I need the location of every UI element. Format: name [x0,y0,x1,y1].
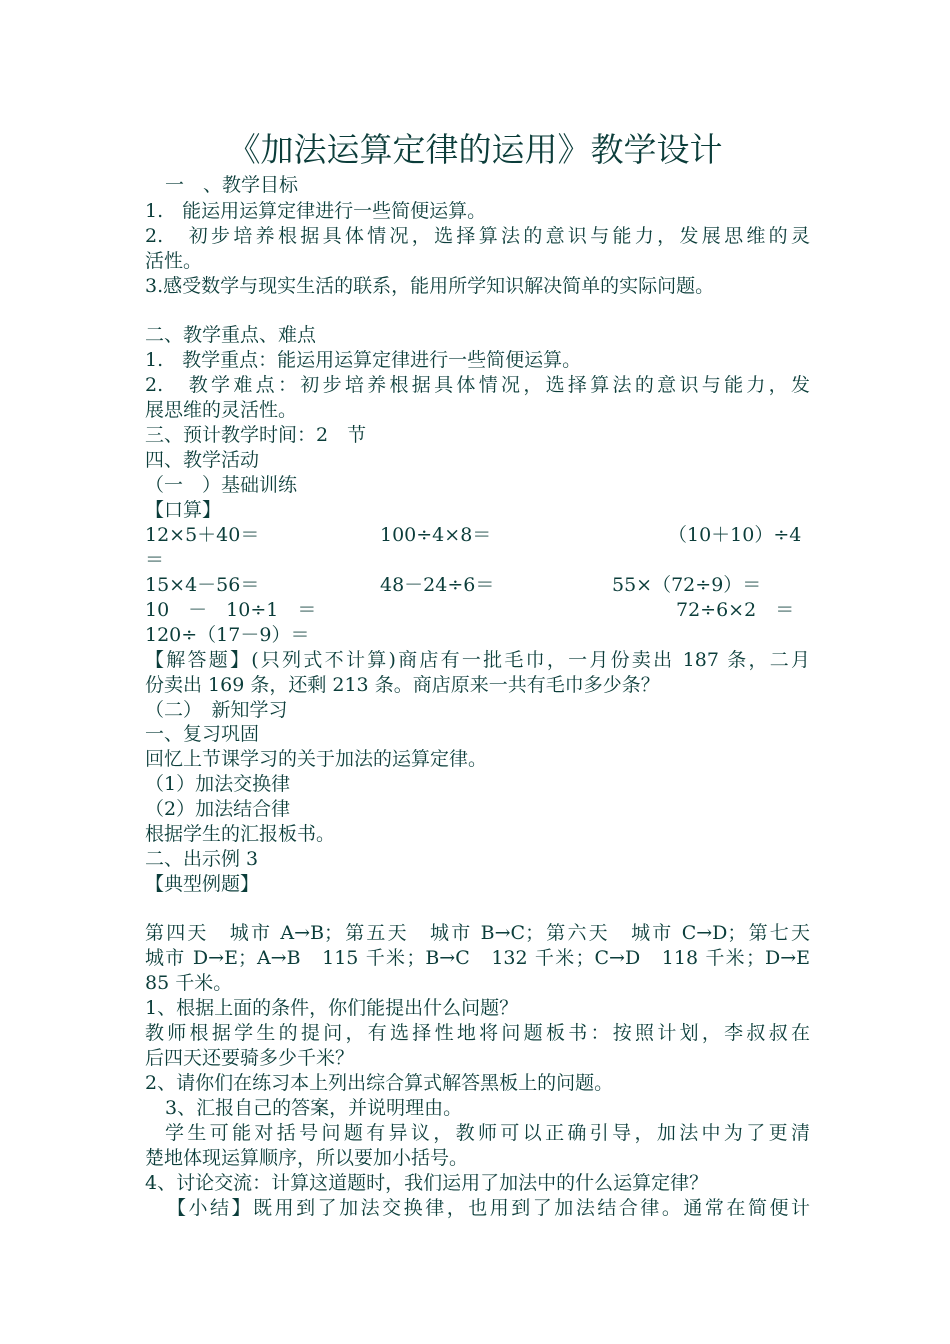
teacher-note-line-2: 后四天还要骑多少千米？ [145,1047,355,1069]
trip-line-2: 城市 D→E；A→B 115 千米；B→C 132 千米；C→D 118 千米；D→E [145,947,810,969]
keypoint-2-line-2: 展思维的灵活性。 [145,399,298,421]
math-item: 120÷（17－9）＝ [145,624,310,646]
subsection-basic-training: （一 ）基础训练 [145,474,298,496]
math-item: 12×5＋40＝ [145,524,260,546]
math-item: 15×4－56＝ [145,574,260,596]
math-item: 100÷4×8＝ [380,524,492,546]
example-label: 【典型例题】 [145,873,260,895]
review-text: 回忆上节课学习的关于加法的运算定律。 [145,748,488,770]
section-heading-goals: 一 、教学目标 [165,174,299,196]
goal-1: 1. 能运用运算定律进行一些简便运算。 [145,200,487,222]
trip-line-1: 第四天 城市 A→B；第五天 城市 B→C；第六天 城市 C→D；第七天 [145,922,810,944]
review-heading: 一、复习巩固 [145,723,260,745]
question-1: 1、根据上面的条件，你们能提出什么问题？ [145,997,519,1019]
math-item: 72÷6×2 ＝ [676,599,795,621]
trip-line-3: 85 千米。 [145,972,233,994]
question-4: 4、讨论交流：计算这道题时，我们运用了加法中的什么运算定律？ [145,1172,709,1194]
teacher-note-line-1: 教师根据学生的提问，有选择性地将问题板书：按照计划，李叔叔在 [145,1022,810,1044]
review-item-2: （2）加法结合律 [145,798,291,820]
review-note: 根据学生的汇报板书。 [145,823,336,845]
math-item: 10 － 10÷1 ＝ [145,599,317,621]
math-item: 55×（72÷9）＝ [612,574,762,596]
summary-line: 【小结】既用到了加法交换律，也用到了加法结合律。通常在简便计 [167,1197,810,1219]
math-item-continued: ＝ [145,549,165,571]
section-heading-time: 三、预计教学时间：2 节 [145,424,367,446]
word-problem-line-2: 份卖出 169 条，还剩 213 条。商店原来一共有毛巾多少条？ [145,674,660,696]
goal-2-line-1: 2. 初步培养根据具体情况，选择算法的意识与能力，发展思维的灵 [145,225,810,247]
goal-2-line-2: 活性。 [145,250,203,272]
question-3: 3、汇报自己的答案，并说明理由。 [165,1097,463,1119]
example-heading: 二、出示例 3 [145,848,259,870]
word-problem-line-1: 【解答题】(只列式不计算)商店有一批毛巾，一月份卖出 187 条，二月 [145,649,810,671]
goal-3: 3.感受数学与现实生活的联系，能用所学知识解决简单的实际问题。 [145,275,715,297]
guidance-line-1: 学生可能对括号问题有异议，教师可以正确引导，加法中为了更清 [165,1122,810,1144]
keypoint-1: 1. 教学重点：能运用运算定律进行一些简便运算。 [145,349,582,371]
math-item: （10＋10）÷4 [668,524,802,546]
section-heading-activities: 四、教学活动 [145,449,260,471]
document-title: 《加法运算定律的运用》教学设计 [227,130,723,169]
math-item: 48－24÷6＝ [380,574,495,596]
review-item-1: （1）加法交换律 [145,773,291,795]
keypoint-2-line-1: 2. 教学难点：初步培养根据具体情况，选择算法的意识与能力，发 [145,374,810,396]
guidance-line-2: 楚地体现运算顺序，所以要加小括号。 [145,1147,469,1169]
subsection-new-knowledge: （二） 新知学习 [145,699,288,721]
oral-calc-label: 【口算】 [145,499,222,521]
question-2: 2、请你们在练习本上列出综合算式解答黑板上的问题。 [145,1072,614,1094]
section-heading-keypoints: 二、教学重点、难点 [145,324,317,346]
